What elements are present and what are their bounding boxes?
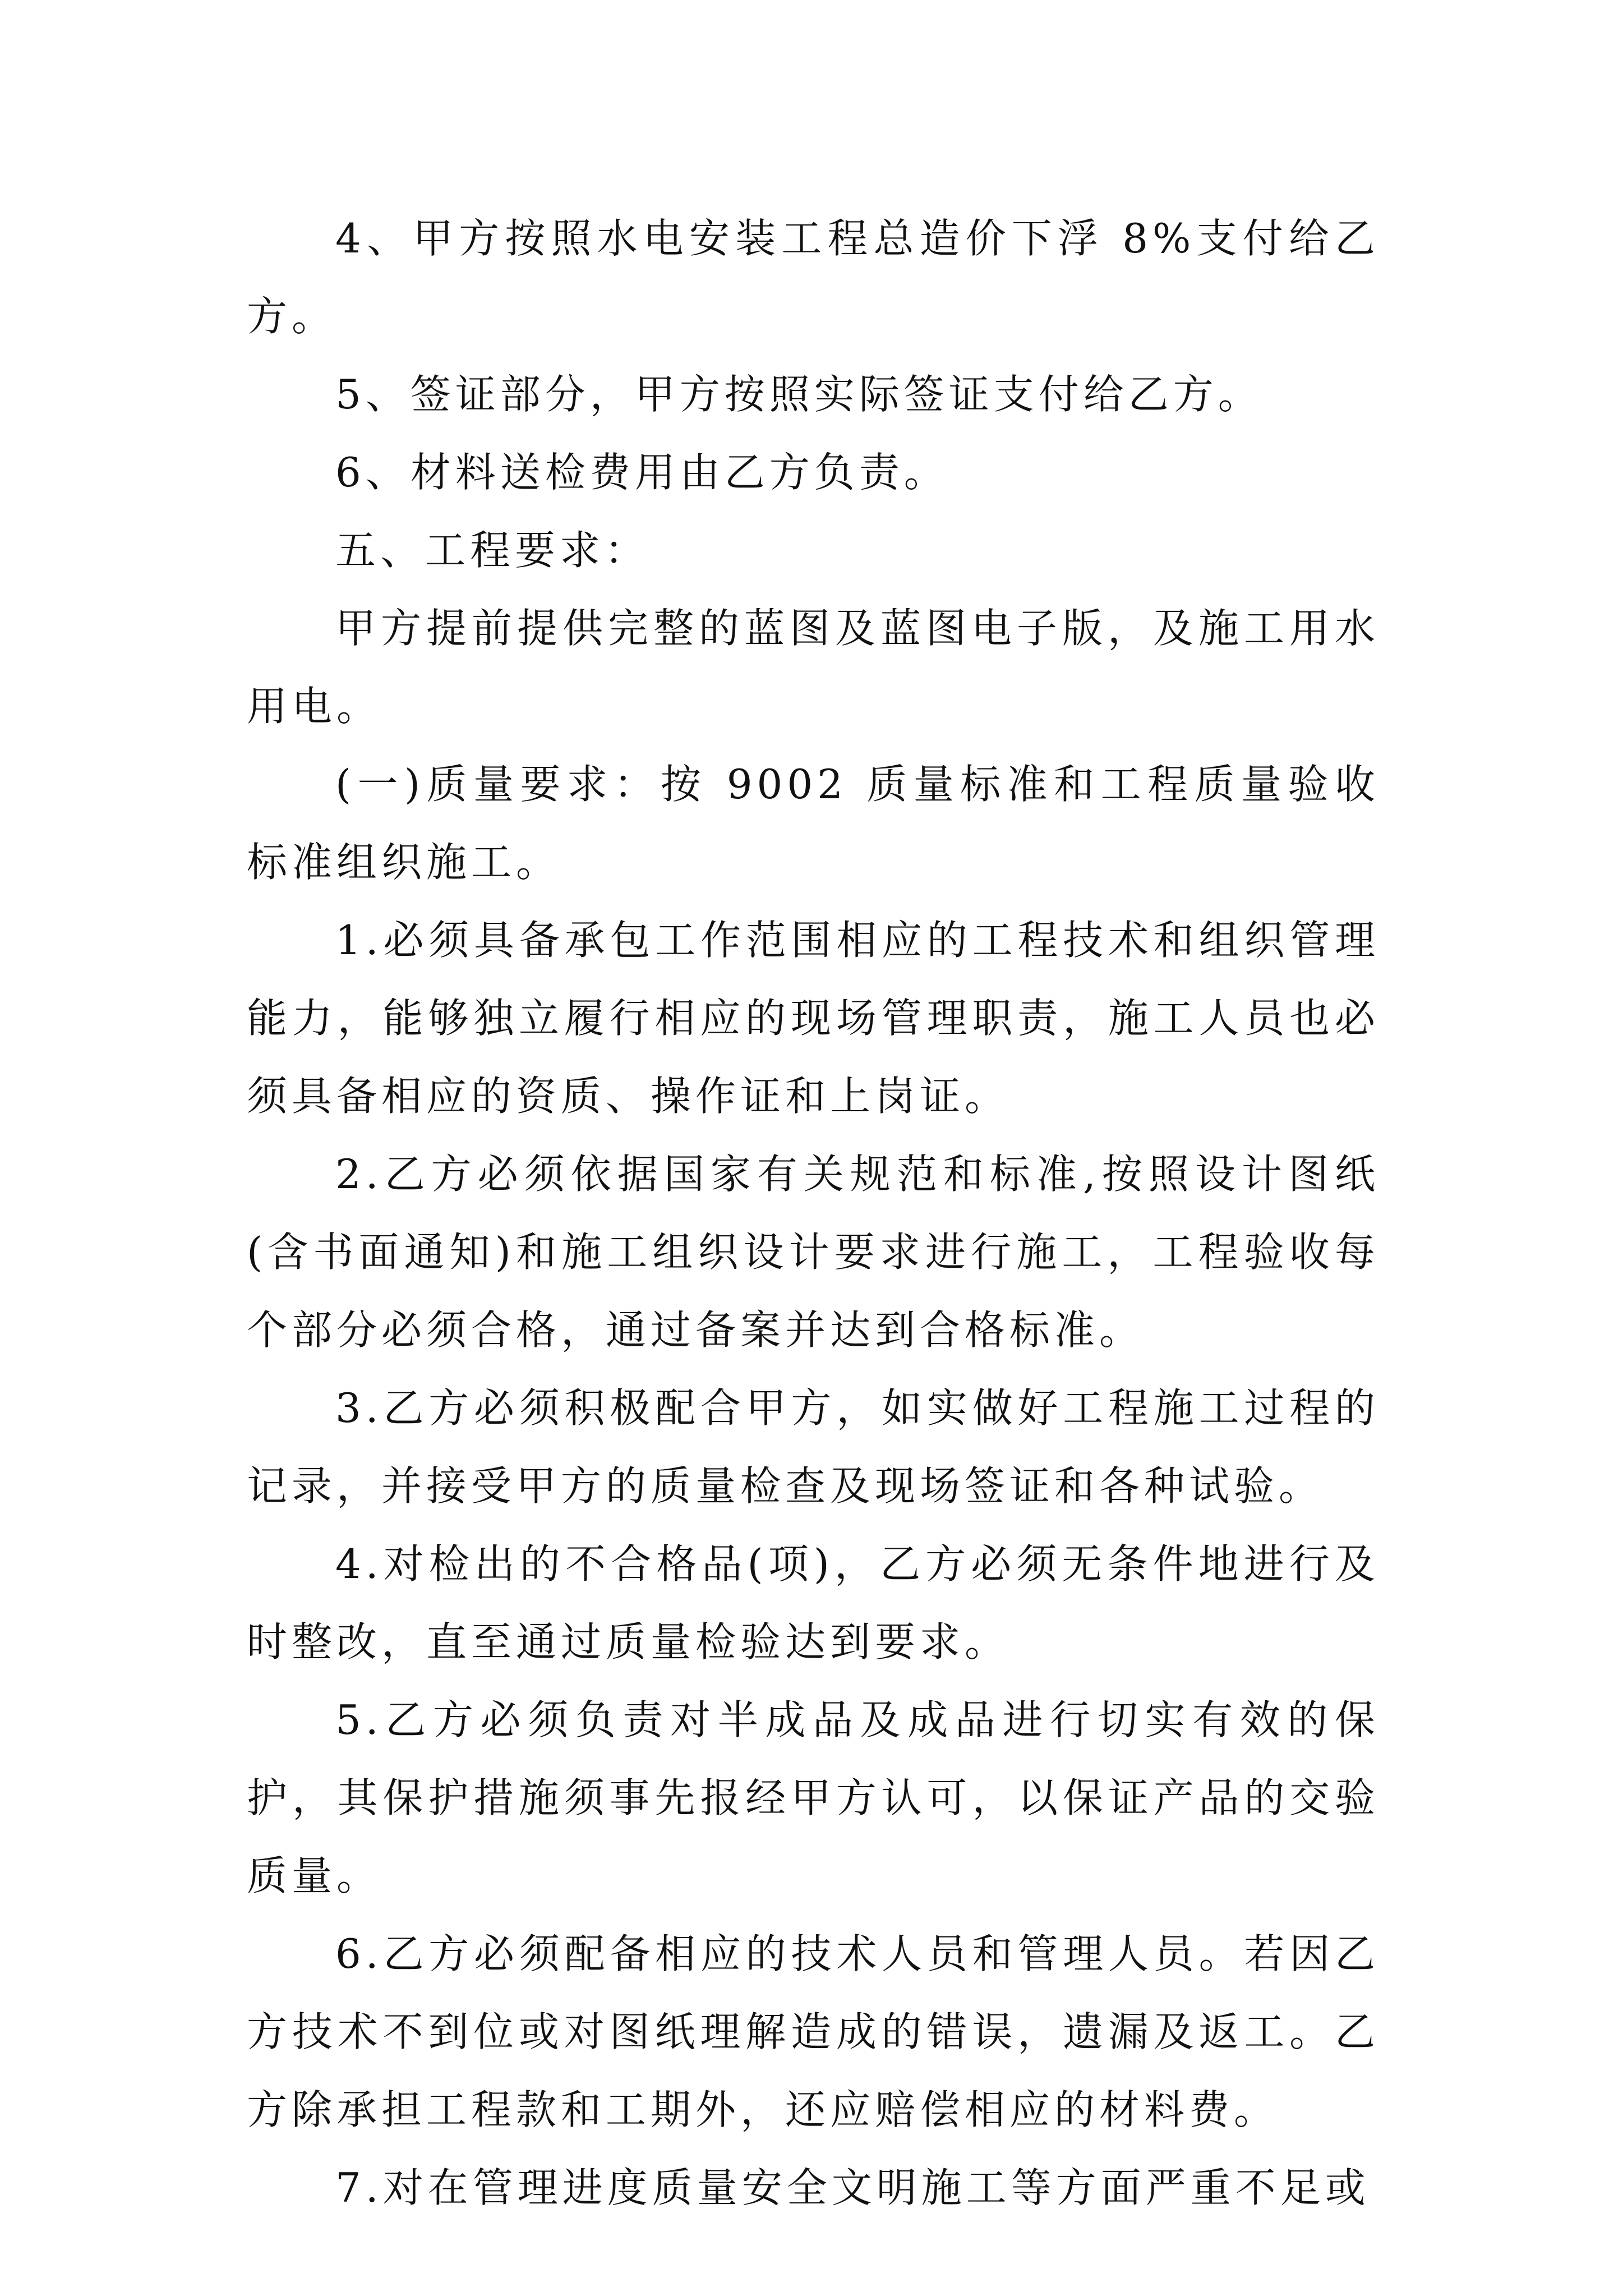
clause-paragraph: 4、甲方按照水电安装工程总造价下浮 8%支付给乙方。 bbox=[247, 215, 1380, 340]
clause-paragraph: 7.对在管理进度质量安全文明施工等方面严重不足或 bbox=[335, 2164, 1370, 2211]
document-body bbox=[247, 200, 1380, 2227]
clause-paragraph: 3.乙方必须积极配合甲方，如实做好工程施工过程的记录，并接受甲方的质量检查及现场签证和各种试验。 bbox=[247, 1384, 1380, 1510]
section-heading: 五、工程要求： bbox=[335, 527, 650, 574]
clause-paragraph: 甲方提前提供完整的蓝图及蓝图电子版，及施工用水用电。 bbox=[247, 605, 1380, 730]
subsection-heading: (一)质量要求：按 9002 质量标准和工程质量验收标准组织施工。 bbox=[247, 761, 1380, 886]
clause-paragraph: 1.必须具备承包工作范围相应的工程技术和组织管理能力，能够独立履行相应的现场管理职责，施工人员也必须具备相应的资质、操作证和上岗证。 bbox=[247, 917, 1380, 1120]
clause-paragraph: 6.乙方必须配备相应的技术人员和管理人员。若因乙方技术不到位或对图纸理解造成的错误，遗漏及返工。乙方除承担工程款和工期外，还应赔偿相应的材料费。 bbox=[247, 1930, 1380, 2133]
clause-paragraph: 6、材料送检费用由乙方负责。 bbox=[335, 449, 949, 496]
clause-paragraph: 5.乙方必须负责对半成品及成品进行切实有效的保护，其保护措施须事先报经甲方认可，以保证产品的交验质量。 bbox=[247, 1696, 1380, 1899]
clause-paragraph: 5、签证部分，甲方按照实际签证支付给乙方。 bbox=[335, 371, 1263, 418]
clause-paragraph: 4.对检出的不合格品(项)，乙方必须无条件地进行及时整改，直至通过质量检验达到要求。 bbox=[247, 1540, 1380, 1665]
clause-paragraph: 2.乙方必须依据国家有关规范和标准,按照设计图纸(含书面通知)和施工组织设计要求进行施工，工程验收每个部分必须合格，通过备案并达到合格标准。 bbox=[247, 1151, 1380, 1354]
